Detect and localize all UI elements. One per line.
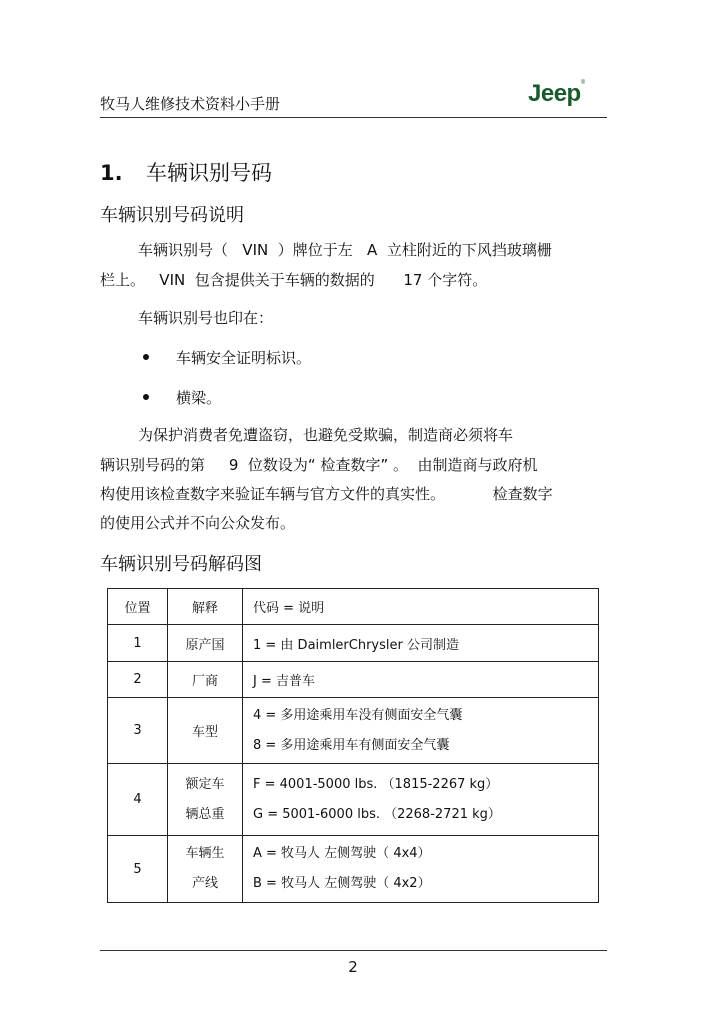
subheading-vin-description: 车辆识别号码说明: [100, 205, 244, 226]
table-row: [108, 662, 599, 698]
bullet-dot-icon: [143, 394, 149, 400]
paragraph-vin-line1: 车辆识别号（ VIN ）牌位于左 A 立柱附近的下风挡玻璃栅: [138, 241, 552, 259]
header-code: 代码 = 说明: [243, 589, 599, 625]
row-explanation-cell: [168, 836, 243, 903]
row-code: G = 5001-6000 lbs. （2268-2721 kg）: [253, 806, 501, 822]
row-code: A = 牧马人 左侧驾驶（ 4x4）: [253, 846, 431, 861]
header-divider: [100, 117, 607, 118]
paragraph-vin-line2: 栏上。 VIN 包含提供关于车辆的数据的 17 个字符。: [100, 271, 488, 289]
row-code: B = 牧马人 左侧驾驶（ 4x2）: [253, 876, 431, 891]
logo-text: Jeep: [528, 80, 581, 107]
table-row: [108, 764, 599, 836]
row-position: 3: [108, 698, 168, 764]
row-code: 1 = 由 DaimlerChrysler 公司制造: [243, 625, 599, 662]
paragraph-check-line2: 辆识别号码的第 9 位数设为“ 检查数字” 。 由制造商与政府机: [100, 456, 538, 474]
section-number: 1.: [100, 161, 123, 185]
table-header-row: [108, 589, 599, 625]
header-title: 牧马人维修技术资料小手册: [100, 95, 281, 113]
bullet-text: 横梁。: [176, 389, 222, 407]
paragraph-check-line3: 构使用该检查数字来验证车辆与官方文件的真实性。 检查数字: [100, 485, 553, 503]
table-row: [108, 625, 599, 662]
jeep-logo: Jeep®: [528, 80, 585, 107]
table-row: [108, 698, 599, 764]
row-position: 4: [108, 764, 168, 836]
row-explanation: 额定车: [185, 776, 225, 792]
paragraph-check-line4: 的使用公式并不向公众发布。: [100, 514, 296, 532]
paragraph-check-line1: 为保护消费者免遭盗窃，也避免受欺骗，制造商必须将车: [138, 426, 514, 444]
row-code: F = 4001-5000 lbs. （1815-2267 kg）: [253, 776, 499, 792]
bullet-text: 车辆安全证明标识。: [176, 349, 312, 367]
row-code: 4 = 多用途乘用车没有侧面安全气囊: [253, 707, 463, 723]
paragraph-also-printed: 车辆识别号也印在：: [138, 309, 274, 327]
row-code: 8 = 多用途乘用车有侧面安全气囊: [253, 737, 450, 753]
row-position: 1: [108, 625, 168, 662]
page-number: 2: [348, 958, 358, 976]
row-position: 5: [108, 836, 168, 903]
section-title: 车辆识别号码: [146, 161, 272, 185]
subheading-decode-chart: 车辆识别号码解码图: [100, 554, 262, 575]
footer-divider: [100, 950, 607, 951]
vin-decode-table: [107, 588, 599, 903]
row-explanation: 车辆生: [185, 846, 225, 861]
table-row: [108, 836, 599, 903]
row-explanation: 厂商: [168, 662, 243, 698]
row-code-cell: [243, 836, 599, 903]
row-code-cell: [243, 698, 599, 764]
row-explanation-cell: [168, 764, 243, 836]
row-code: J = 吉普车: [243, 662, 599, 698]
row-explanation: 原产国: [168, 625, 243, 662]
row-position: 2: [108, 662, 168, 698]
section-heading: [100, 157, 272, 187]
header-position: 位置: [108, 589, 168, 625]
row-code-cell: [243, 764, 599, 836]
row-explanation: 产线: [191, 876, 218, 891]
row-explanation: 辆总重: [185, 806, 225, 822]
header-explanation: 解释: [168, 589, 243, 625]
row-explanation: 车型: [168, 698, 243, 764]
bullet-dot-icon: [143, 354, 149, 360]
